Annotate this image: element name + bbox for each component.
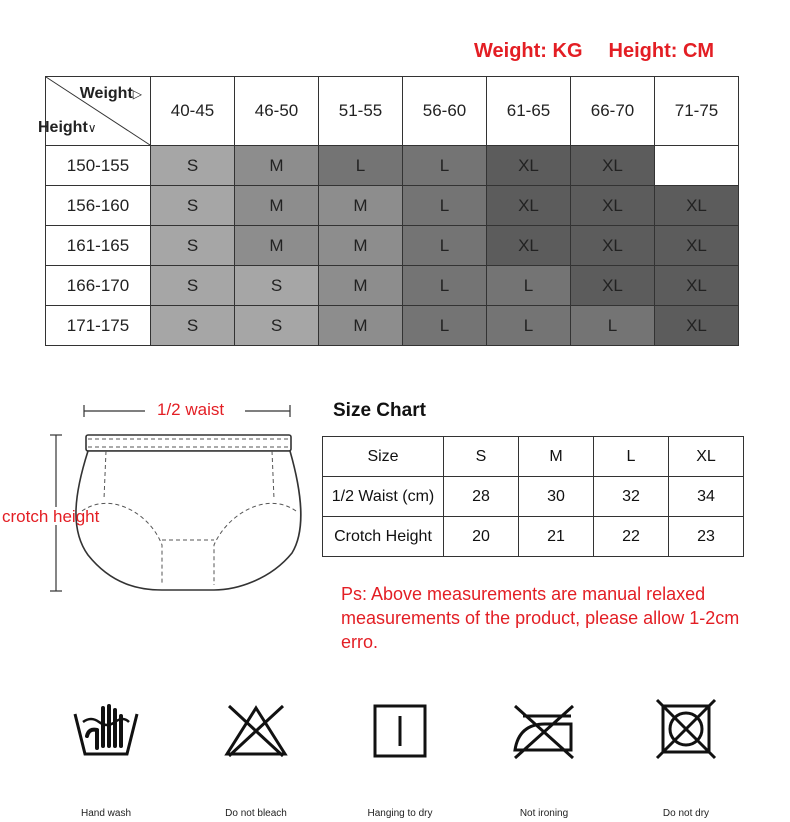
height-range-cell: 150-155 (46, 146, 151, 186)
size-cell: L (403, 266, 487, 306)
size-cell: S (151, 146, 235, 186)
weight-header-row (46, 77, 739, 146)
height-range-cell: 166-170 (46, 266, 151, 306)
half-waist-label: 1/2 waist (157, 400, 225, 419)
measurement-value: 20 (444, 517, 519, 557)
size-header-label: Size (323, 437, 444, 477)
measurement-value: 23 (669, 517, 744, 557)
size-cell: S (151, 306, 235, 346)
measurement-label: 1/2 Waist (cm) (323, 477, 444, 517)
measurement-value: 30 (519, 477, 594, 517)
size-cell: L (487, 266, 571, 306)
size-cell: XL (487, 186, 571, 226)
size-cell: XL (487, 226, 571, 266)
care-do-not-dry (626, 700, 746, 819)
size-cell: XL (571, 266, 655, 306)
size-cell: L (403, 306, 487, 346)
measurement-value: 28 (444, 477, 519, 517)
size-cell: XL (655, 226, 739, 266)
size-cell: XL (571, 146, 655, 186)
do-not-bleach-icon (221, 700, 291, 760)
table-row (323, 517, 744, 557)
corner-cell (38, 77, 151, 146)
size-cell: M (319, 266, 403, 306)
measurement-value: 22 (594, 517, 669, 557)
size-cell: M (319, 186, 403, 226)
size-cell: M (319, 306, 403, 346)
crotch-height-label: crotch height (2, 507, 100, 526)
measurement-value: 21 (519, 517, 594, 557)
underwear-diagram (0, 395, 320, 605)
measurement-label: Crotch Height (323, 517, 444, 557)
care-label: Do not bleach (225, 808, 287, 819)
corner-weight-label: Weight▷ (79, 85, 142, 102)
size-chart-title: Size Chart (333, 400, 426, 421)
size-cell: S (151, 266, 235, 306)
measurement-note: Ps: Above measurements are manual relaxed measurements of the product, please allow 1-2cm erro. (341, 584, 740, 652)
size-column-header: L (594, 437, 669, 477)
care-not-ironing (484, 700, 604, 819)
size-cell: XL (655, 186, 739, 226)
size-cell: XL (655, 266, 739, 306)
height-range-cell: 171-175 (46, 306, 151, 346)
size-cell: XL (487, 146, 571, 186)
size-cell: S (151, 186, 235, 226)
table-row (46, 186, 739, 226)
table-row (46, 266, 739, 306)
size-column-header: M (519, 437, 594, 477)
not-ironing-icon (509, 700, 579, 760)
table-row (46, 146, 739, 186)
underwear-shape (76, 435, 301, 590)
height-range-cell: 161-165 (46, 226, 151, 266)
size-cell: L (487, 306, 571, 346)
weight-column-header: 71-75 (655, 77, 739, 146)
care-hand-wash (46, 700, 166, 819)
care-label: Hanging to dry (367, 808, 433, 819)
size-chart-table (322, 436, 744, 557)
size-cell: M (235, 226, 319, 266)
size-cell: L (571, 306, 655, 346)
size-cell (655, 146, 739, 186)
hand-wash-icon (71, 700, 141, 760)
measurement-value: 32 (594, 477, 669, 517)
weight-unit: Weight: KG (474, 40, 583, 62)
care-label: Not ironing (519, 808, 569, 819)
size-cell: M (319, 226, 403, 266)
weight-column-header: 61-65 (487, 77, 571, 146)
care-label: Hand wash (80, 808, 132, 819)
size-cell: L (403, 186, 487, 226)
size-cell: XL (655, 306, 739, 346)
corner-height-label: Height∨ (38, 119, 97, 136)
size-cell: L (403, 146, 487, 186)
size-cell: S (235, 306, 319, 346)
weight-column-header: 40-45 (151, 77, 235, 146)
hanging-to-dry-icon (365, 700, 435, 760)
do-not-dry-icon (651, 700, 721, 760)
size-column-header: S (444, 437, 519, 477)
measurement-value: 34 (669, 477, 744, 517)
weight-column-header: 51-55 (319, 77, 403, 146)
height-range-cell: 156-160 (46, 186, 151, 226)
weight-column-header: 56-60 (403, 77, 487, 146)
table-row (46, 306, 739, 346)
care-hanging-to-dry (340, 700, 460, 819)
size-cell: S (235, 266, 319, 306)
size-cell: L (319, 146, 403, 186)
size-column-header: XL (669, 437, 744, 477)
care-label: Do not dry (662, 808, 710, 819)
weight-height-size-table (38, 76, 739, 346)
height-unit: Height: CM (608, 40, 715, 62)
size-cell: M (235, 146, 319, 186)
size-cell: S (151, 226, 235, 266)
weight-column-header: 46-50 (235, 77, 319, 146)
size-header-row (323, 437, 744, 477)
care-do-not-bleach (196, 700, 316, 819)
table-row (323, 477, 744, 517)
weight-column-header: 66-70 (571, 77, 655, 146)
units-legend (474, 40, 714, 63)
table-row (46, 226, 739, 266)
size-cell: L (403, 226, 487, 266)
waist-measure-arrow (84, 405, 290, 417)
size-cell: XL (571, 186, 655, 226)
size-cell: M (235, 186, 319, 226)
size-cell: XL (571, 226, 655, 266)
